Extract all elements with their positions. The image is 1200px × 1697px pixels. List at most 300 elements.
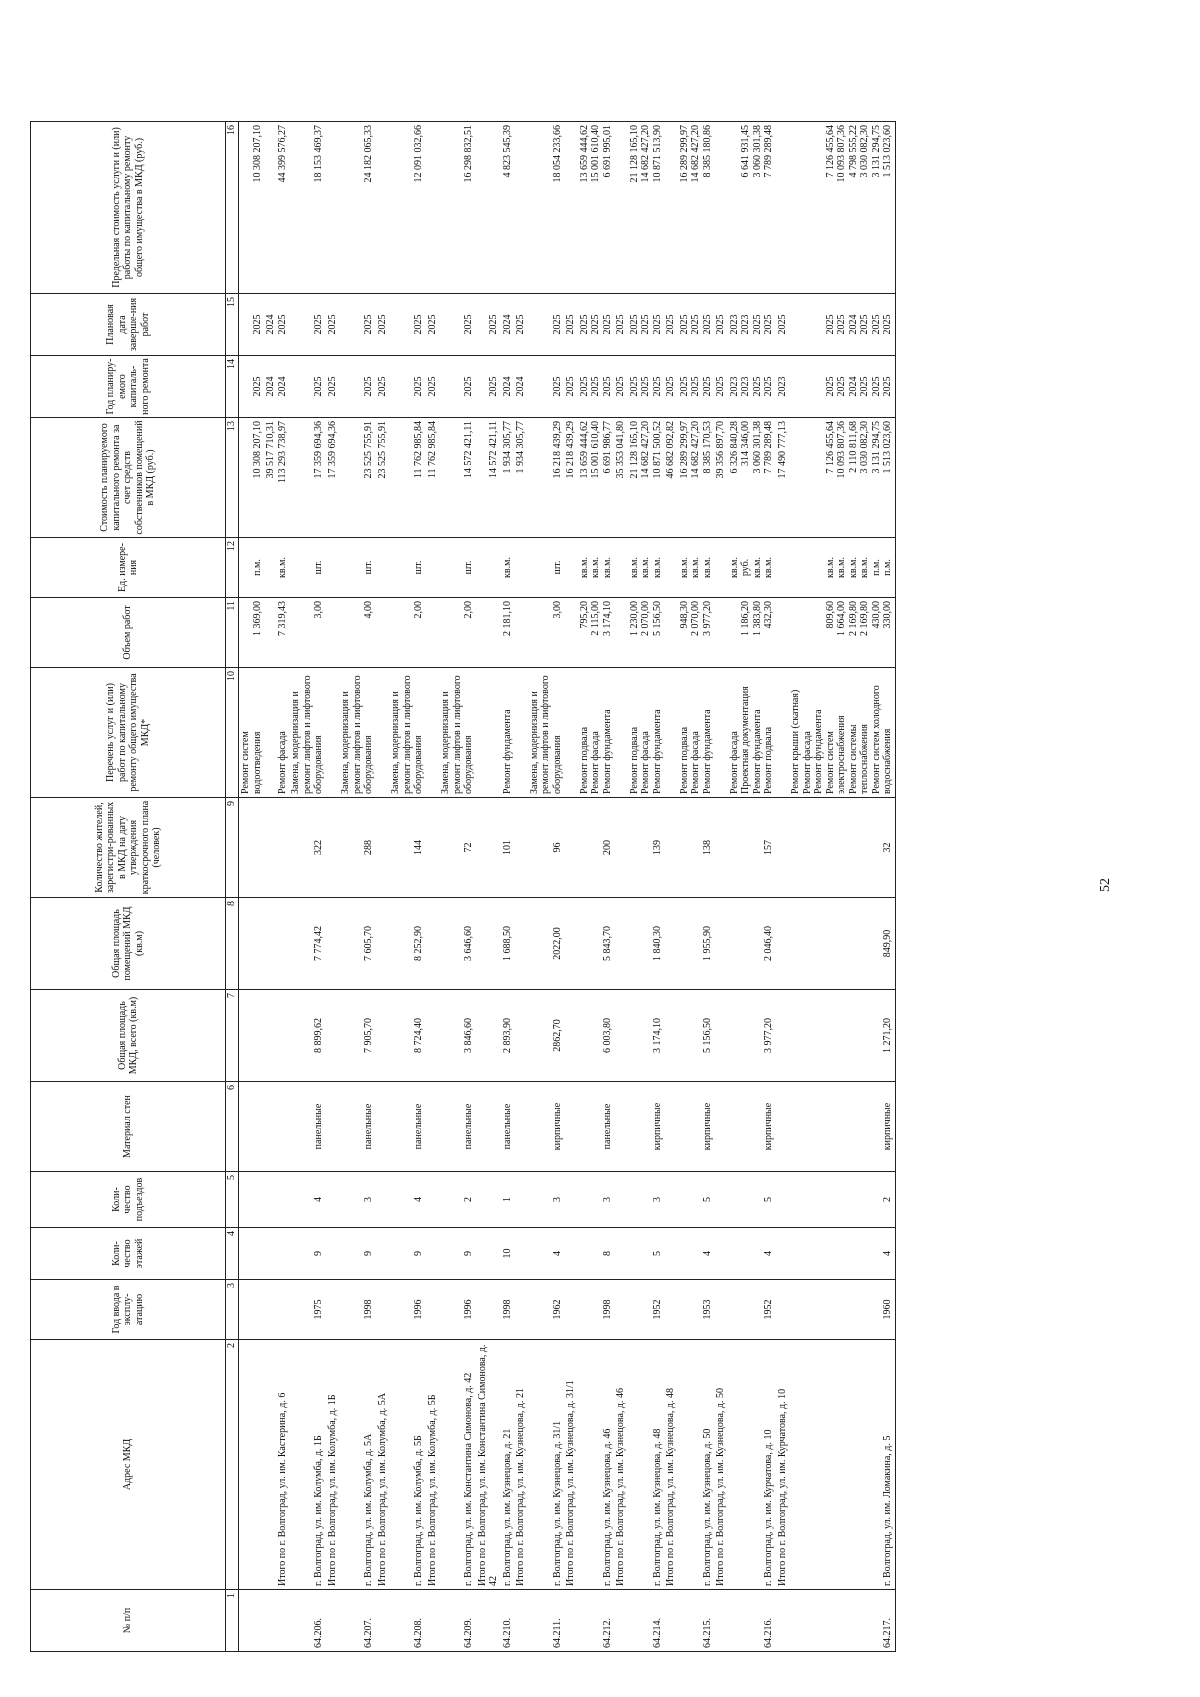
cell-plan-year xyxy=(339,356,376,418)
cell-year: 1998 xyxy=(578,1280,615,1340)
cell-max-cost-line: 6 641 931,45 xyxy=(740,125,751,178)
cell-plan-year-line: 2023 xyxy=(740,376,751,397)
repair-plan-table xyxy=(30,121,896,1652)
cell-unit xyxy=(528,538,565,598)
cell-unit-line: кв.м. xyxy=(690,557,701,578)
cell-wall-material: панельные xyxy=(439,1082,476,1172)
cell-wall-material xyxy=(426,1082,440,1172)
cell-address: г. Волгоград, ул. им. Кузнецова, д. 50 xyxy=(678,1340,715,1590)
col-header: Количество жителей, зарегистри-рованных в МКД на дату утверждения краткосрочного плана (человек) xyxy=(31,798,226,898)
cell-cost-line: 6 326 840,28 xyxy=(728,421,740,474)
cell-entrances: 3 xyxy=(339,1172,376,1228)
cell-address: Итого по г. Волгоград, ул. им. Колумба, д. 5Б xyxy=(426,1340,440,1590)
cell-number: 64.212. xyxy=(578,1590,615,1652)
cell-entrances xyxy=(714,1172,728,1228)
cell-premises-area xyxy=(514,898,528,990)
cell-address: Итого по г. Волгоград, ул. им. Кузнецова, д. 31/1 xyxy=(564,1340,578,1590)
col-header: Плановая дата заверше-ния работ xyxy=(31,294,226,356)
table-row xyxy=(789,122,895,1652)
cell-unit xyxy=(776,538,790,598)
cell-end-year-line: 2025 xyxy=(463,314,474,335)
cell-max-cost xyxy=(289,122,326,294)
cell-plan-year xyxy=(326,356,340,418)
cell-unit xyxy=(339,538,376,598)
cell-cost xyxy=(714,418,728,538)
cell-unit xyxy=(678,538,715,598)
cell-total-area xyxy=(239,990,265,1082)
table-row xyxy=(664,122,678,1652)
cell-wall-material xyxy=(564,1082,578,1172)
cell-plan-year-line: 2025 xyxy=(578,376,590,397)
cell-cost-line: 21 128 165,10 xyxy=(628,421,640,479)
cell-volume-line: 7 319,43 xyxy=(276,601,288,636)
cell-year: 1996 xyxy=(439,1280,476,1340)
cell-address: г. Волгоград, ул. им. Кузнецова, д. 46 xyxy=(578,1340,615,1590)
cell-year: 1975 xyxy=(289,1280,326,1340)
cell-works-line: Ремонт фасада xyxy=(801,731,813,794)
cell-max-cost-line: 44 399 576,27 xyxy=(276,125,288,183)
cell-plan-year xyxy=(501,356,515,418)
col-number: 11 xyxy=(226,598,239,668)
cell-premises-area xyxy=(776,898,790,990)
rotated-page xyxy=(0,100,1200,1670)
cell-total-area: 1 271,20 xyxy=(789,990,895,1082)
table-row xyxy=(628,122,665,1652)
cell-plan-year-line: 2025 xyxy=(376,376,388,397)
cell-end-year xyxy=(389,294,426,356)
cell-plan-year xyxy=(376,356,390,418)
cell-works-line: Ремонт крыши (скатная) xyxy=(790,689,801,794)
cell-works-line: Ремонт фасада xyxy=(640,731,651,794)
cell-cost xyxy=(528,418,565,538)
cell-year xyxy=(514,1280,528,1340)
cell-max-cost-line: 10 308 207,10 xyxy=(251,125,263,183)
cell-volume-line: 2 169,80 xyxy=(847,601,859,636)
cell-plan-year xyxy=(578,356,615,418)
cell-works-line: Замена, модернизация и ремонт лифтов и лифтового оборудования xyxy=(528,675,563,794)
col-number: 16 xyxy=(226,122,239,294)
cell-plan-year xyxy=(439,356,476,418)
cell-wall-material xyxy=(664,1082,678,1172)
cell-volume-line: 2 169,80 xyxy=(859,601,870,636)
cell-max-cost xyxy=(776,122,790,294)
cell-cost-line: 35 353 041,80 xyxy=(615,421,626,479)
table-row xyxy=(289,122,326,1652)
cell-cost xyxy=(514,418,528,538)
cell-number xyxy=(614,1590,628,1652)
cell-end-year-line: 2025 xyxy=(751,314,763,335)
cell-plan-year-line: 2025 xyxy=(413,376,424,397)
cell-end-year-line: 2025 xyxy=(426,314,438,335)
cell-end-year-line: 2025 xyxy=(488,314,499,335)
cell-max-cost-line: 18 153 469,37 xyxy=(313,125,324,183)
cell-total-area xyxy=(776,990,790,1082)
table-row xyxy=(476,122,501,1652)
cell-cost xyxy=(339,418,376,538)
cell-end-year-line: 2025 xyxy=(640,314,651,335)
cell-end-year xyxy=(264,294,289,356)
cell-wall-material xyxy=(714,1082,728,1172)
cell-volume-line: 3 174,10 xyxy=(601,601,613,636)
cell-max-cost xyxy=(514,122,528,294)
cell-works-line: Ремонт систем холодного водоснабжения xyxy=(870,685,893,794)
cell-number xyxy=(264,1590,289,1652)
cell-year xyxy=(264,1280,289,1340)
cell-unit-line: п.м. xyxy=(870,559,882,576)
cell-cost-line: 15 001 610,40 xyxy=(590,421,601,479)
cell-address: г. Волгоград, ул. им. Колумба, д. 5А xyxy=(339,1340,376,1590)
cell-premises-area: 7 774,42 xyxy=(289,898,326,990)
cell-address: Итого по г. Волгоград, ул. им. Курчатова, д. 10 xyxy=(776,1340,790,1590)
cell-max-cost xyxy=(501,122,515,294)
cell-plan-year-line: 2025 xyxy=(488,376,499,397)
cell-volume xyxy=(476,598,501,668)
cell-plan-year xyxy=(614,356,628,418)
cell-unit xyxy=(376,538,390,598)
cell-cost xyxy=(501,418,515,538)
cell-number: 64.206. xyxy=(289,1590,326,1652)
cell-volume-line: 1 383,80 xyxy=(751,601,763,636)
cell-premises-area: 3 646,60 xyxy=(439,898,476,990)
cell-unit-line: п.м. xyxy=(882,559,893,576)
cell-unit xyxy=(628,538,665,598)
cell-volume-line: 2,00 xyxy=(463,601,474,619)
cell-entrances xyxy=(239,1172,265,1228)
cell-max-cost xyxy=(678,122,715,294)
cell-year: 1998 xyxy=(501,1280,515,1340)
cell-volume-line: 1 186,20 xyxy=(740,601,751,636)
cell-unit xyxy=(289,538,326,598)
cell-end-year-line: 2025 xyxy=(413,314,424,335)
cell-max-cost xyxy=(476,122,501,294)
cell-unit-line: шт. xyxy=(363,560,374,575)
table-row xyxy=(264,122,289,1652)
cell-works xyxy=(239,668,265,798)
cell-entrances: 4 xyxy=(389,1172,426,1228)
cell-volume-line: 1 664,00 xyxy=(836,601,847,636)
cell-cost-line: 6 691 986,77 xyxy=(601,421,613,474)
cell-plan-year xyxy=(389,356,426,418)
cell-plan-year-line: 2025 xyxy=(651,376,663,397)
cell-max-cost-line: 4 823 545,39 xyxy=(501,125,513,178)
cell-floors: 9 xyxy=(289,1228,326,1280)
cell-premises-area xyxy=(614,898,628,990)
cell-year: 1952 xyxy=(628,1280,665,1340)
cell-address: Итого по г. Волгоград, ул. им. Кузнецова, д. 46 xyxy=(614,1340,628,1590)
cell-cost xyxy=(426,418,440,538)
cell-end-year-line: 2025 xyxy=(615,314,626,335)
cell-total-area xyxy=(476,990,501,1082)
cell-unit-line: кв.м. xyxy=(859,557,870,578)
cell-residents xyxy=(564,798,578,898)
cell-total-area: 7 905,70 xyxy=(339,990,376,1082)
cell-max-cost-line: 16 298 832,51 xyxy=(463,125,474,183)
cell-works xyxy=(776,668,790,798)
cell-unit xyxy=(389,538,426,598)
cell-max-cost-line: 3 060 301,38 xyxy=(751,125,763,178)
cell-unit-line: кв.м. xyxy=(824,557,836,578)
cell-unit-line: кв.м. xyxy=(276,557,288,578)
col-number: 10 xyxy=(226,668,239,798)
cell-end-year-line: 2024 xyxy=(265,314,276,335)
cell-volume xyxy=(376,598,390,668)
cell-residents: 322 xyxy=(289,798,326,898)
col-header: Объем работ xyxy=(31,598,226,668)
cell-premises-area xyxy=(326,898,340,990)
cell-year xyxy=(776,1280,790,1340)
cell-end-year xyxy=(289,294,326,356)
cell-residents: 96 xyxy=(528,798,565,898)
cell-floors: 4 xyxy=(728,1228,776,1280)
cell-works xyxy=(476,668,501,798)
cell-entrances: 1 xyxy=(501,1172,515,1228)
cell-works-line: Ремонт фасада xyxy=(690,731,701,794)
cell-unit xyxy=(714,538,728,598)
cell-works xyxy=(389,668,426,798)
cell-volume xyxy=(789,598,895,668)
cell-max-cost-line: 4 798 555,22 xyxy=(847,125,859,178)
cell-end-year xyxy=(501,294,515,356)
cell-max-cost xyxy=(564,122,578,294)
cell-address: Итого по г. Волгоград, ул. им. Кастерина, д. 6 xyxy=(264,1340,289,1590)
cell-plan-year-line: 2025 xyxy=(859,376,870,397)
cell-works-line: Ремонт фундамента xyxy=(751,709,763,794)
cell-end-year xyxy=(426,294,440,356)
cell-unit-line: кв.м. xyxy=(628,557,640,578)
cell-works xyxy=(326,668,340,798)
cell-total-area: 3 977,20 xyxy=(728,990,776,1082)
cell-plan-year-line: 2025 xyxy=(763,376,774,397)
cell-works-line: Ремонт систем электроснабжения xyxy=(824,715,847,794)
cell-unit-line: кв.м. xyxy=(578,557,590,578)
col-header: Общая площадь помещений МКД (кв.м) xyxy=(31,898,226,990)
cell-number: 64.209. xyxy=(439,1590,476,1652)
cell-unit-line: руб. xyxy=(740,558,751,577)
cell-plan-year-line: 2025 xyxy=(882,376,893,397)
cell-wall-material: панельные xyxy=(339,1082,376,1172)
cell-plan-year-line: 2025 xyxy=(463,376,474,397)
cell-max-cost xyxy=(239,122,265,294)
cell-address: г. Волгоград, ул. им. Курчатова, д. 10 xyxy=(728,1340,776,1590)
cell-number: 64.207. xyxy=(339,1590,376,1652)
cell-max-cost-line: 6 691 995,01 xyxy=(601,125,613,178)
cell-floors: 4 xyxy=(789,1228,895,1280)
cell-premises-area: 1 955,90 xyxy=(678,898,715,990)
cell-floors: 9 xyxy=(389,1228,426,1280)
cell-premises-area xyxy=(714,898,728,990)
cell-max-cost-line: 16 289 299,97 xyxy=(678,125,690,183)
cell-floors: 9 xyxy=(439,1228,476,1280)
cell-volume xyxy=(578,598,615,668)
cell-cost-line: 16 218 439,29 xyxy=(565,421,576,479)
cell-floors xyxy=(614,1228,628,1280)
cell-year xyxy=(614,1280,628,1340)
cell-plan-year xyxy=(514,356,528,418)
cell-unit-line: кв.м. xyxy=(590,557,601,578)
cell-unit xyxy=(476,538,501,598)
cell-plan-year-line: 2025 xyxy=(601,376,613,397)
cell-plan-year-line: 2025 xyxy=(690,376,701,397)
cell-year xyxy=(376,1280,390,1340)
cell-total-area: 3 846,60 xyxy=(439,990,476,1082)
cell-total-area xyxy=(264,990,289,1082)
cell-plan-year-line: 2025 xyxy=(615,376,626,397)
cell-floors: 8 xyxy=(578,1228,615,1280)
cell-works-line: Ремонт подвала xyxy=(678,726,690,794)
cell-works-line: Ремонт фасада xyxy=(276,731,288,794)
cell-end-year xyxy=(678,294,715,356)
cell-entrances xyxy=(264,1172,289,1228)
cell-cost-line: 13 659 444,62 xyxy=(578,421,590,479)
cell-end-year-line: 2025 xyxy=(870,314,882,335)
cell-cost-line: 46 682 092,82 xyxy=(665,421,676,479)
cell-address: г. Волгоград, ул. им. Колумба, д. 1Б xyxy=(289,1340,326,1590)
cell-wall-material xyxy=(614,1082,628,1172)
cell-end-year xyxy=(628,294,665,356)
table-row xyxy=(776,122,790,1652)
cell-unit-line: кв.м. xyxy=(601,557,613,578)
cell-year: 1952 xyxy=(728,1280,776,1340)
cell-unit-line: кв.м. xyxy=(728,557,740,578)
cell-address: г. Волгоград, ул. им. Кузнецова, д. 48 xyxy=(628,1340,665,1590)
cell-works xyxy=(564,668,578,798)
cell-end-year-line: 2025 xyxy=(690,314,701,335)
cell-premises-area: 2022,00 xyxy=(528,898,565,990)
cell-total-area: 6 003,80 xyxy=(578,990,615,1082)
cell-cost xyxy=(776,418,790,538)
cell-unit xyxy=(614,538,628,598)
cell-premises-area xyxy=(476,898,501,990)
cell-unit xyxy=(239,538,265,598)
col-number: 9 xyxy=(226,798,239,898)
cell-residents: 200 xyxy=(578,798,615,898)
cell-end-year-line: 2025 xyxy=(590,314,601,335)
cell-end-year xyxy=(326,294,340,356)
cell-cost xyxy=(578,418,615,538)
cell-volume xyxy=(326,598,340,668)
col-number: 4 xyxy=(226,1228,239,1280)
cell-works xyxy=(501,668,515,798)
cell-floors xyxy=(514,1228,528,1280)
cell-works xyxy=(678,668,715,798)
cell-volume-line: 2 070,00 xyxy=(640,601,651,636)
cell-unit-line: кв.м. xyxy=(763,557,774,578)
col-header: Год ввода в эксплу-атацию xyxy=(31,1280,226,1340)
cell-volume xyxy=(514,598,528,668)
cell-cost-line: 8 385 170,53 xyxy=(701,421,713,474)
cell-max-cost xyxy=(326,122,340,294)
cell-max-cost xyxy=(714,122,728,294)
cell-unit-line: кв.м. xyxy=(701,557,713,578)
cell-floors: 4 xyxy=(678,1228,715,1280)
cell-cost xyxy=(476,418,501,538)
cell-wall-material xyxy=(264,1082,289,1172)
cell-max-cost-line: 14 682 427,20 xyxy=(690,125,701,183)
cell-end-year-line: 2025 xyxy=(665,314,676,335)
table-row xyxy=(426,122,440,1652)
cell-end-year xyxy=(514,294,528,356)
cell-year: 1998 xyxy=(339,1280,376,1340)
cell-cost xyxy=(289,418,326,538)
cell-volume-line: 432,30 xyxy=(763,601,774,629)
cell-cost-line: 7 126 455,64 xyxy=(824,421,836,474)
cell-residents xyxy=(664,798,678,898)
cell-works xyxy=(528,668,565,798)
cell-max-cost xyxy=(664,122,678,294)
cell-cost-line: 16 289 299,97 xyxy=(678,421,690,479)
cell-entrances xyxy=(476,1172,501,1228)
cell-max-cost-line: 15 001 610,40 xyxy=(590,125,601,183)
cell-plan-year-line: 2024 xyxy=(276,376,288,397)
cell-plan-year xyxy=(476,356,501,418)
cell-unit-line: кв.м. xyxy=(501,557,513,578)
cell-entrances: 2 xyxy=(439,1172,476,1228)
page-number: 52 xyxy=(1098,878,1113,892)
col-header: Стоимость планируемого капитального ремонта за счет средств собственников помещений в МКД (руб.) xyxy=(31,418,226,538)
cell-end-year-line: 2025 xyxy=(565,314,576,335)
cell-total-area xyxy=(376,990,390,1082)
cell-wall-material xyxy=(376,1082,390,1172)
cell-year xyxy=(564,1280,578,1340)
cell-volume-line: 2 115,00 xyxy=(590,601,601,636)
cell-floors xyxy=(664,1228,678,1280)
cell-year xyxy=(476,1280,501,1340)
cell-plan-year-line: 2025 xyxy=(824,376,836,397)
cell-works-line: Ремонт систем водоотведения xyxy=(240,731,263,794)
cell-number xyxy=(664,1590,678,1652)
cell-cost-line: 3 131 294,75 xyxy=(870,421,882,474)
cell-plan-year-line: 2024 xyxy=(515,376,526,397)
col-header: Коли-чество подъездов xyxy=(31,1172,226,1228)
cell-works xyxy=(339,668,376,798)
cell-total-area: 2 893,90 xyxy=(501,990,515,1082)
cell-plan-year-line: 2023 xyxy=(728,376,740,397)
cell-address: г. Волгоград, ул. им. Кузнецова, д. 31/1 xyxy=(528,1340,565,1590)
cell-year xyxy=(426,1280,440,1340)
cell-end-year xyxy=(376,294,390,356)
cell-works xyxy=(376,668,390,798)
cell-max-cost-line: 13 659 444,62 xyxy=(578,125,590,183)
cell-cost-line: 39 517 710,31 xyxy=(265,421,276,479)
cell-total-area xyxy=(326,990,340,1082)
cell-end-year xyxy=(578,294,615,356)
cell-volume-line: 1 230,00 xyxy=(628,601,640,636)
cell-volume-line: 2,00 xyxy=(413,601,424,619)
cell-entrances: 2 xyxy=(789,1172,895,1228)
cell-unit xyxy=(326,538,340,598)
cell-cost-line: 1 513 023,60 xyxy=(882,421,893,474)
cell-year xyxy=(664,1280,678,1340)
cell-cost xyxy=(439,418,476,538)
cell-wall-material xyxy=(476,1082,501,1172)
cell-volume xyxy=(389,598,426,668)
cell-wall-material: панельные xyxy=(578,1082,615,1172)
col-number: 1 xyxy=(226,1590,239,1652)
cell-plan-year xyxy=(664,356,678,418)
col-number: 8 xyxy=(226,898,239,990)
cell-entrances xyxy=(376,1172,390,1228)
cell-volume xyxy=(678,598,715,668)
cell-address: Итого по г. Волгоград, ул. им. Колумба, д. 1Б xyxy=(326,1340,340,1590)
col-header: Коли-чество этажей xyxy=(31,1228,226,1280)
cell-max-cost-line: 7 789 289,48 xyxy=(763,125,774,178)
cell-end-year-line: 2025 xyxy=(859,314,870,335)
cell-max-cost-line: 3 131 294,75 xyxy=(870,125,882,178)
cell-total-area xyxy=(514,990,528,1082)
cell-end-year-line: 2025 xyxy=(628,314,640,335)
cell-unit-line: кв.м. xyxy=(847,557,859,578)
cell-number xyxy=(514,1590,528,1652)
